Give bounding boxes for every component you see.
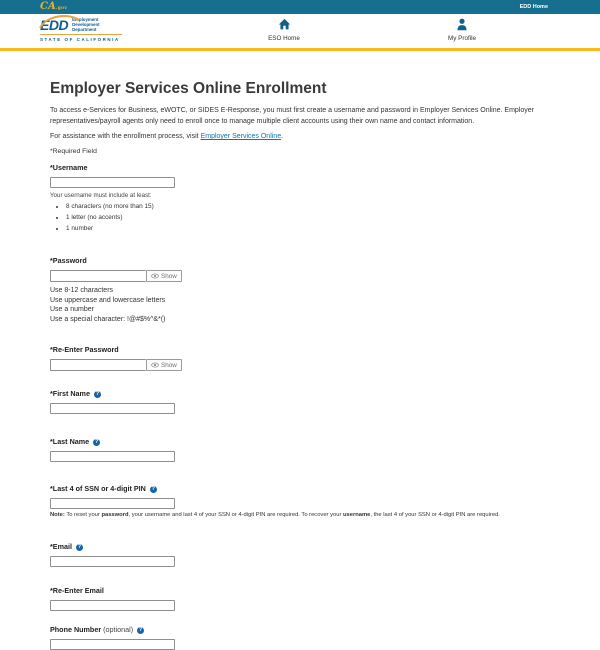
reenter-password-show-label: Show xyxy=(161,361,177,369)
password-input[interactable] xyxy=(50,270,146,282)
password-rule: Use uppercase and lowercase letters xyxy=(50,296,166,304)
utility-bar xyxy=(0,0,600,14)
help-icon[interactable]: ? xyxy=(138,627,143,633)
email-group xyxy=(50,542,555,567)
first-name-label xyxy=(50,389,555,398)
edd-logo-acronym: EDD xyxy=(40,17,69,33)
password-group xyxy=(50,256,555,324)
phone-group xyxy=(50,625,555,650)
assistance-suffix: . xyxy=(281,133,284,140)
help-icon[interactable]: ? xyxy=(94,439,99,445)
edd-home-link[interactable]: EDD Home xyxy=(519,4,548,10)
username-requirement: • 1 letter (no accents) xyxy=(66,214,555,221)
last-name-group xyxy=(50,437,555,462)
note-bold: password xyxy=(101,512,129,518)
reenter-password-field-wrap xyxy=(50,359,175,371)
ssn-pin-label-text: *Last 4 of SSN or 4-digit PIN xyxy=(50,484,146,493)
ca-gov-logo-suffix: .gov xyxy=(55,6,68,11)
note-bold: Note: xyxy=(50,512,65,518)
main-content xyxy=(0,80,600,650)
note-text: , your username and last 4 of your SSN or 4-digit PIN are required. To recover your xyxy=(128,512,343,518)
help-icon[interactable]: ? xyxy=(151,486,156,492)
reenter-password-show-button[interactable] xyxy=(146,359,182,371)
username-requirement: • 8 characters (no more than 15) xyxy=(66,203,555,210)
reenter-email-input[interactable] xyxy=(50,600,175,611)
page-title: Employer Services Online Enrollment xyxy=(50,80,327,97)
first-name-input[interactable] xyxy=(50,403,175,414)
eye-icon xyxy=(151,273,159,279)
edd-dept-line1: Employment xyxy=(72,17,99,22)
password-show-label: Show xyxy=(161,272,177,280)
ssn-pin-input[interactable] xyxy=(50,498,175,509)
email-label xyxy=(50,542,555,551)
help-icon[interactable]: ? xyxy=(77,544,82,550)
last-name-label-text: *Last Name xyxy=(50,437,90,446)
reenter-password-label: *Re-Enter Password xyxy=(50,345,119,354)
edd-logo-state: STATE OF CALIFORNIA xyxy=(40,34,122,42)
username-hint: Your username must include at least: xyxy=(50,192,152,199)
ssn-pin-group xyxy=(50,484,555,518)
last-name-label xyxy=(50,437,555,446)
edd-logo[interactable] xyxy=(40,17,122,42)
phone-label xyxy=(50,625,555,634)
first-name-group xyxy=(50,389,555,414)
password-field-wrap xyxy=(50,270,175,282)
nav-my-profile-label: My Profile xyxy=(448,35,476,42)
password-rule: Use 8-12 characters xyxy=(50,287,114,294)
email-label-text: *Email xyxy=(50,542,72,551)
assistance-line xyxy=(50,133,555,140)
last-name-input[interactable] xyxy=(50,451,175,462)
eye-icon xyxy=(151,362,159,368)
username-requirement: • 1 number xyxy=(66,225,555,232)
reenter-password-group xyxy=(50,345,555,371)
phone-optional-label: (optional) xyxy=(103,625,134,634)
reenter-password-input[interactable] xyxy=(50,359,146,371)
password-rules xyxy=(50,286,555,324)
edd-dept-line3: Department xyxy=(72,27,97,32)
ssn-pin-label xyxy=(50,484,555,493)
ca-gov-logo-text: CA xyxy=(40,1,56,12)
intro-paragraph: To access e-Services for Business, eWOTC, or SIDES E-Response, you must first create a username and password in Employer Services Online. Employer representatives/payroll agents only need to enroll once to manage multiple client accounts using their own name and contact information. xyxy=(50,107,534,125)
assistance-prefix: For assistance with the enrollment process, visit xyxy=(50,133,201,140)
edd-dept-line2: Development xyxy=(72,22,100,27)
password-label: *Password xyxy=(50,256,87,265)
nav-eso-home[interactable] xyxy=(248,18,320,42)
username-group xyxy=(50,163,555,232)
ca-gov-logo[interactable] xyxy=(40,0,67,14)
employer-services-online-link[interactable]: Employer Services Online xyxy=(200,133,282,140)
edd-logo-swoosh-icon xyxy=(37,13,81,29)
email-input[interactable] xyxy=(50,556,175,567)
password-show-button[interactable] xyxy=(146,270,182,282)
password-rule: Use a number xyxy=(50,306,94,313)
nav-eso-home-label: ESO Home xyxy=(268,35,300,42)
nav-my-profile[interactable] xyxy=(426,18,498,42)
note-bold: username xyxy=(342,512,371,518)
site-header xyxy=(0,14,600,51)
note-text: To reset your xyxy=(64,512,102,518)
username-label: *Username xyxy=(50,163,88,172)
reenter-email-label: *Re-Enter Email xyxy=(50,586,104,595)
reenter-email-group xyxy=(50,586,555,611)
phone-input[interactable] xyxy=(50,639,175,650)
note-text: , the last 4 of your SSN or 4-digit PIN are required. xyxy=(370,512,500,518)
password-rule: Use a special character: !@#$%^&*() xyxy=(50,315,166,323)
help-icon[interactable]: ? xyxy=(95,391,100,397)
phone-label-text: Phone Number xyxy=(50,625,102,634)
required-field-note: *Required Field xyxy=(50,148,97,155)
username-requirements xyxy=(66,203,555,232)
person-icon xyxy=(426,18,498,32)
ssn-pin-note xyxy=(50,512,555,518)
username-input[interactable] xyxy=(50,177,175,188)
home-icon xyxy=(248,18,320,32)
first-name-label-text: *First Name xyxy=(50,389,90,398)
